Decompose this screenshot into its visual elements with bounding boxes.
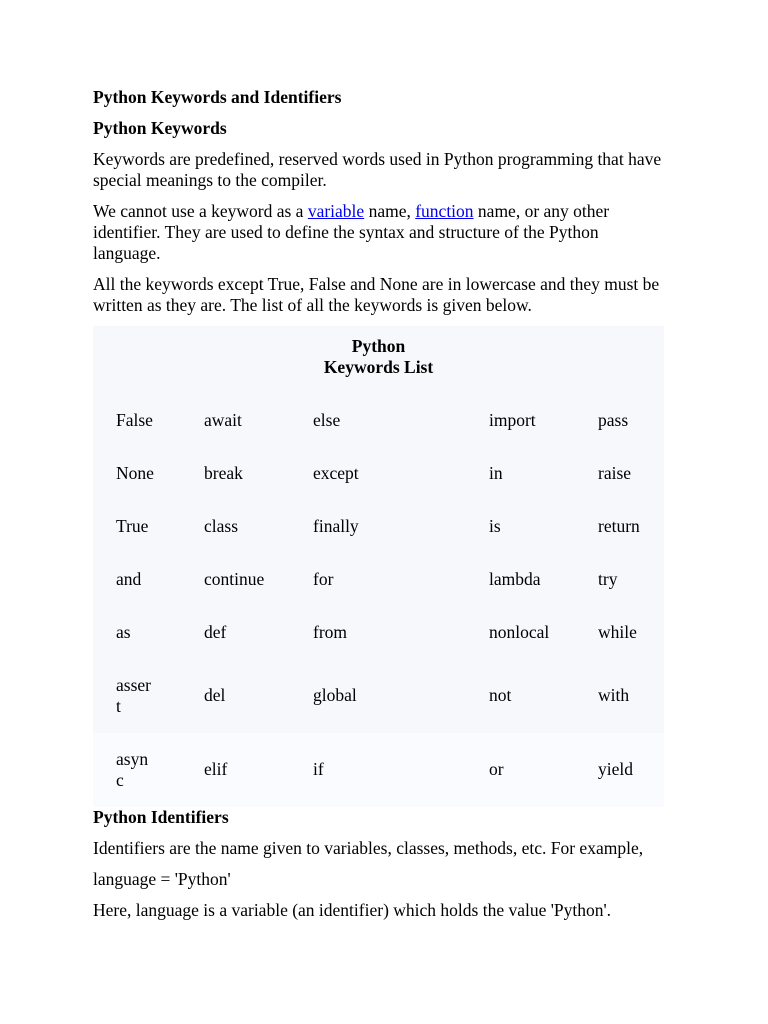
page-title: Python Keywords and Identifiers xyxy=(93,86,342,107)
table-cell: raise xyxy=(598,462,632,483)
table-cell: else xyxy=(313,409,341,430)
table-cell: yield xyxy=(575,733,664,807)
table-cell: finally xyxy=(313,515,359,536)
table-cell: class xyxy=(204,515,239,536)
table-cell: lambda xyxy=(489,568,541,589)
table-cell: with xyxy=(598,685,630,705)
keywords-table xyxy=(93,326,664,807)
table-cell: or xyxy=(466,733,575,807)
table-cell: await xyxy=(204,409,242,430)
table-cell: elif xyxy=(181,733,290,807)
table-cell: as xyxy=(116,621,131,642)
table-cell: continue xyxy=(204,568,265,589)
table-cell: nonlocal xyxy=(489,621,550,642)
paragraph-text: We cannot use a keyword as a xyxy=(93,200,308,221)
identifier-explanation-paragraph: Here, language is a variable (an identifier) which holds the value 'Python'. xyxy=(93,899,612,920)
table-cell: del xyxy=(204,685,226,705)
keywords-table-grid xyxy=(93,394,664,807)
table-row xyxy=(93,733,664,807)
table-row xyxy=(93,394,664,447)
paragraph-text: name, or any other identifier. They are used to define the syntax and structure of the Python language. xyxy=(93,200,610,263)
table-cell: in xyxy=(489,462,503,483)
table-row xyxy=(93,606,664,659)
section-heading-identifiers: Python Identifiers xyxy=(93,806,229,827)
table-cell: import xyxy=(489,409,536,430)
table-cell: None xyxy=(116,462,154,483)
table-cell: pass xyxy=(598,409,629,430)
table-cell: is xyxy=(489,515,501,536)
table-row xyxy=(93,659,664,733)
table-cell: for xyxy=(313,568,334,589)
identifiers-intro-paragraph: Identifiers are the name given to variables, classes, methods, etc. For example, xyxy=(93,837,644,858)
keywords-table-caption: Python Keywords List xyxy=(323,335,434,377)
table-cell: while xyxy=(598,621,637,642)
table-row xyxy=(93,447,664,500)
section-heading-keywords: Python Keywords xyxy=(93,117,227,138)
paragraph-text: name, xyxy=(364,200,416,221)
table-cell: global xyxy=(313,685,357,705)
table-cell: True xyxy=(116,515,149,536)
table-cell: and xyxy=(116,568,142,589)
keyword-usage-paragraph xyxy=(93,201,664,264)
code-example: language = 'Python' xyxy=(93,868,231,889)
table-cell: break xyxy=(204,462,243,483)
function-link[interactable]: function xyxy=(415,200,474,221)
table-cell: except xyxy=(313,462,359,483)
table-cell: assert xyxy=(116,674,151,716)
table-cell: if xyxy=(290,733,466,807)
variable-link[interactable]: variable xyxy=(307,200,365,221)
table-cell: from xyxy=(313,621,348,642)
keywords-intro-paragraph: Keywords are predefined, reserved words used in Python programming that have special meanings to the compiler. xyxy=(93,148,662,190)
table-cell: def xyxy=(204,621,227,642)
table-cell: False xyxy=(116,409,153,430)
keywords-case-paragraph: All the keywords except True, False and None are in lowercase and they must be written as they are. The list of all the keywords is given below. xyxy=(93,273,660,315)
table-cell: try xyxy=(598,568,618,589)
table-row xyxy=(93,500,664,553)
table-cell: return xyxy=(598,515,640,536)
table-cell: async xyxy=(93,733,181,807)
table-cell: not xyxy=(489,685,512,705)
table-row xyxy=(93,553,664,606)
document-content xyxy=(93,87,664,921)
